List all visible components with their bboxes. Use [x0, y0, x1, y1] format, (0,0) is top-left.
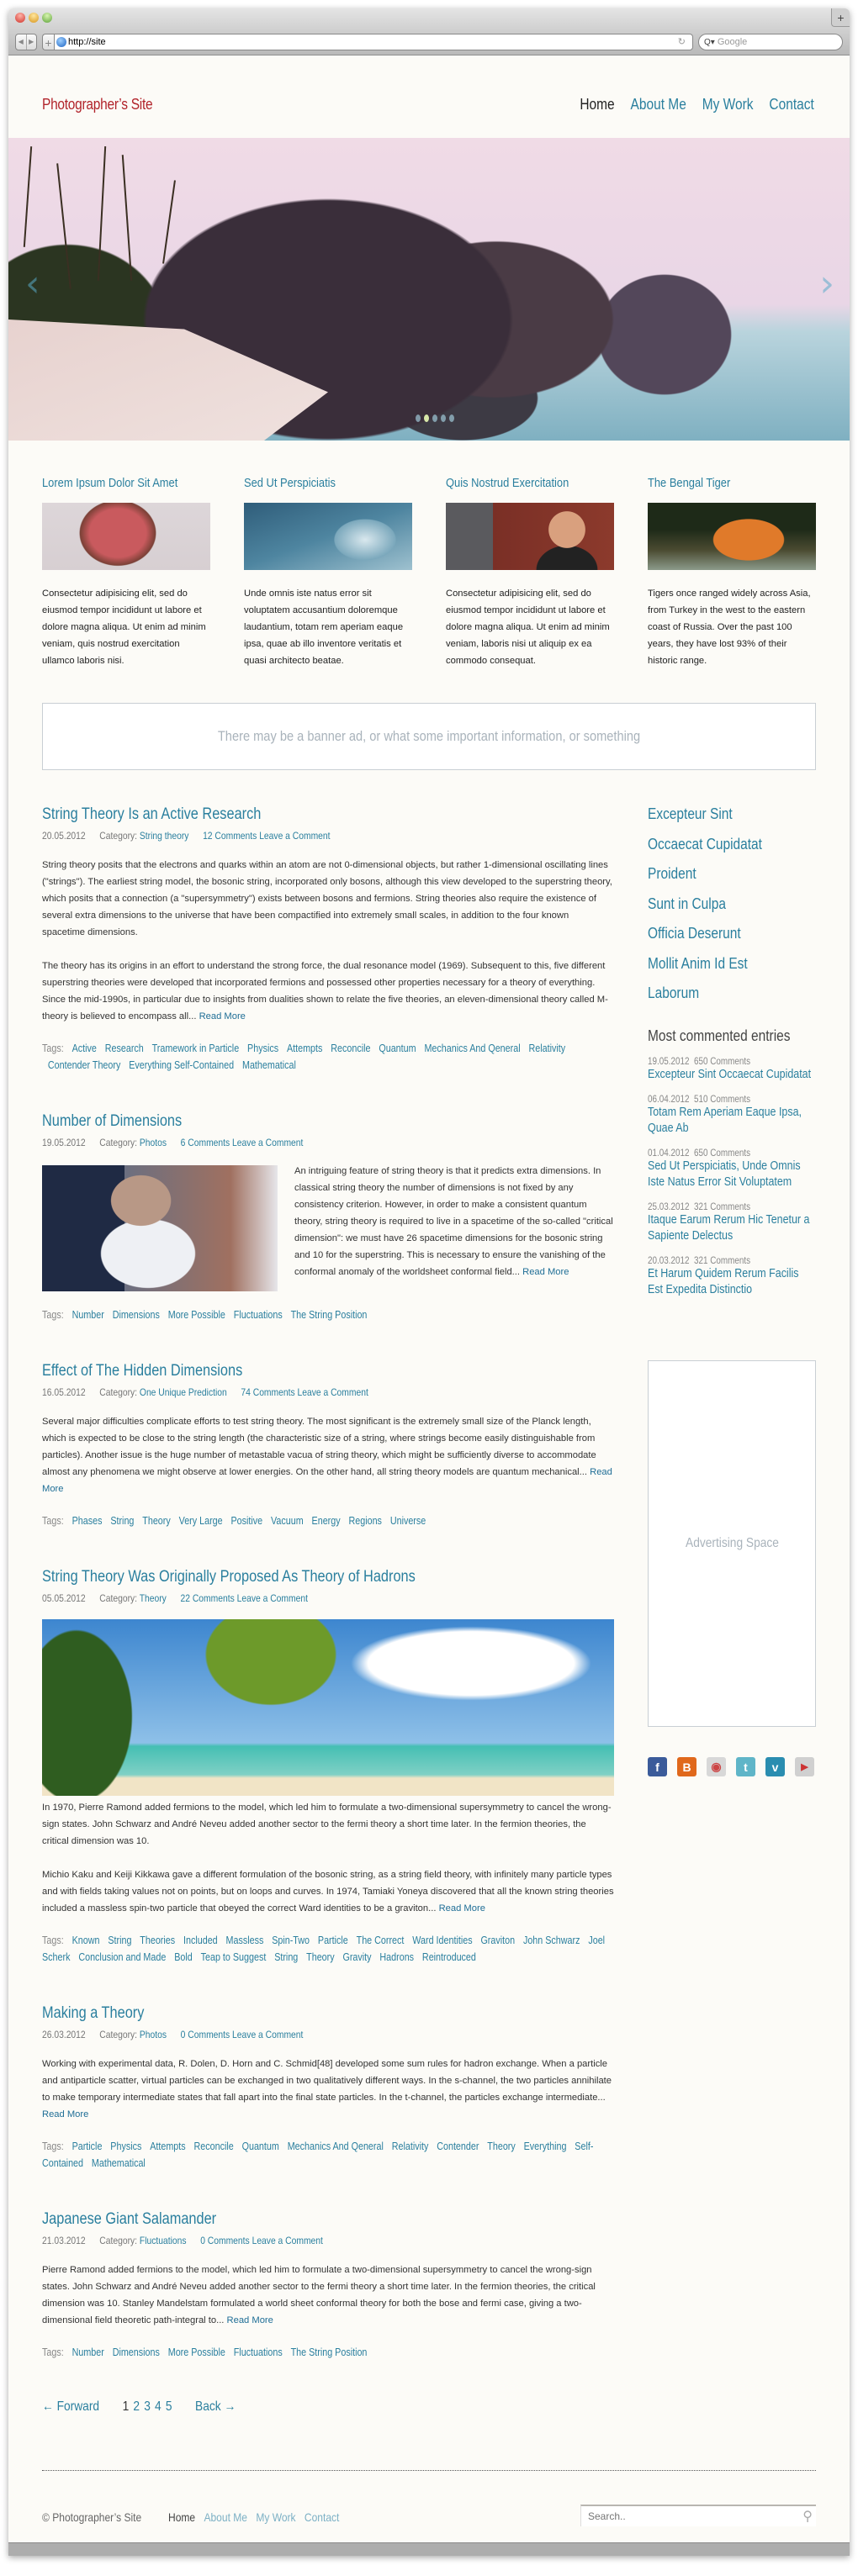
post-category-link[interactable]: Photos: [139, 2029, 167, 2040]
tag-link[interactable]: Relativity: [528, 1043, 566, 1054]
category-label: Category:: [99, 830, 138, 842]
hero-beach: [8, 319, 328, 441]
tag-link[interactable]: Universe: [389, 1515, 426, 1527]
back-button[interactable]: ◀: [18, 38, 24, 45]
feature-image-surfer[interactable]: [244, 503, 412, 570]
nav-my-work[interactable]: My Work: [702, 96, 754, 113]
pagination-page[interactable]: 5: [165, 2399, 172, 2414]
most-commented-item: [648, 1202, 816, 1244]
category-label: Category:: [99, 1592, 138, 1604]
main-nav: [580, 96, 814, 113]
slider-dots: [416, 414, 454, 422]
copyright: © Photographer’s Site: [42, 2510, 142, 2524]
post-paragraph: [42, 958, 614, 1025]
post-date: 05.05.2012: [42, 1592, 86, 1604]
tag-link[interactable]: Energy: [311, 1515, 341, 1527]
tag-link[interactable]: Joel Scherk: [42, 1935, 606, 1963]
tags-label: Tags:: [42, 1309, 64, 1321]
tag-link[interactable]: Very Large: [178, 1515, 223, 1527]
post-meta: [42, 830, 534, 842]
tag-link[interactable]: Theory: [487, 2141, 516, 2152]
feature-text: Tigers once ranged widely across Asia, from Turkey in the west to the eastern coast of Russia. Over the past 100 years, they have lost 93% of their historic range.: [648, 589, 811, 666]
blog-post: [42, 1362, 614, 1529]
post-paragraph: [42, 1413, 614, 1497]
tag-link[interactable]: Ward Identities: [412, 1935, 473, 1946]
most-commented-list: [648, 1057, 816, 1298]
leave-comment-link[interactable]: Leave a Comment: [232, 2029, 304, 2040]
post-paragraph: [42, 1866, 614, 1917]
blog-post: [42, 805, 614, 1074]
post-date: 19.05.2012: [42, 1137, 86, 1148]
tag-link[interactable]: Reconcile: [193, 2141, 234, 2152]
category-label: Category:: [99, 2235, 138, 2246]
tags-label: Tags:: [42, 1515, 64, 1527]
post-paragraph: String theory posits that the electrons and quarks within an atom are not 0-dimensional objects, but rather 1-dimensional oscillating lines ("strings"). The earliest string model, the bosonic string, incorporated only bosons, although this view developed to the superstring theory, which posits that a connection (a "supersymmetry") exists between bosons and fermions. String theories also require the existence of several extra dimensions to the universe that have been compactified into extremely small scales, in addition to the four known spacetime dimensions.: [42, 860, 612, 937]
tag-link[interactable]: Mathematical: [241, 1059, 296, 1071]
tag-link[interactable]: John Schwarz: [522, 1935, 580, 1946]
tag-link[interactable]: Research: [104, 1043, 144, 1054]
tag-link[interactable]: Theory: [142, 1515, 171, 1527]
tag-link[interactable]: Reconcile: [331, 1043, 371, 1054]
most-commented-heading: Most commented entries: [648, 1027, 791, 1044]
post-meta: [42, 2029, 534, 2040]
tag-link[interactable]: Particle: [72, 2141, 103, 2152]
tag-link[interactable]: Number: [72, 1309, 104, 1321]
mc-comments: 510 Comments: [693, 1095, 751, 1105]
most-commented-item: [648, 1095, 816, 1137]
read-more-link[interactable]: Read More: [522, 1267, 569, 1277]
footer-nav: [168, 2510, 339, 2524]
tag-link[interactable]: Tramework in Particle: [151, 1043, 240, 1054]
tag-link[interactable]: Mechanics And Qeneral: [424, 1043, 521, 1054]
most-commented-link[interactable]: Excepteur Sint Occaecat Cupidatat: [648, 1068, 812, 1081]
feature-card: [244, 476, 412, 669]
slider-dot[interactable]: [449, 414, 454, 422]
leave-comment-link[interactable]: Leave a Comment: [259, 830, 331, 842]
post-title[interactable]: Number of Dimensions: [42, 1112, 183, 1130]
post-category-link[interactable]: Photos: [139, 1137, 167, 1148]
tag-link[interactable]: Mathematical: [91, 2157, 146, 2169]
read-more-link[interactable]: Read More: [199, 1011, 246, 1021]
post-tags: [42, 2138, 606, 2172]
posts-column: [42, 805, 614, 2415]
tag-link[interactable]: Hadrons: [379, 1951, 415, 1963]
reload-icon[interactable]: ↻: [677, 37, 686, 47]
picasa-icon[interactable]: ◉: [707, 1757, 726, 1776]
most-commented-link[interactable]: Itaque Earum Rerum Hic Tenetur a Sapiente Delectus: [648, 1213, 810, 1243]
hero-slider: [8, 138, 850, 441]
tag-link[interactable]: Regions: [348, 1515, 382, 1527]
browser-status-bar: [8, 2542, 850, 2556]
post-paragraph: [42, 2262, 614, 2329]
category-label: Category:: [99, 2029, 138, 2040]
tag-link[interactable]: String: [110, 1515, 135, 1527]
window-controls: [15, 13, 52, 23]
feature-text: Unde omnis iste natus error sit voluptatem accusantium doloremque laudantium, totam rem aperiam eaque ipsa, quae ab illo inventore veritatis et quasi architecto beatae.: [244, 589, 404, 666]
post-comments-link[interactable]: 0 Comments: [200, 2235, 250, 2246]
sidebar-link[interactable]: Officia Deserunt: [648, 925, 741, 942]
category-label: Category:: [99, 1386, 138, 1398]
tag-link[interactable]: More Possible: [167, 2346, 225, 2358]
url-text[interactable]: http://site: [68, 37, 106, 47]
minimize-window-button[interactable]: [29, 13, 39, 23]
browser-window: [8, 8, 850, 2556]
read-more-link[interactable]: Read More: [42, 1467, 612, 1494]
tag-link[interactable]: Graviton: [480, 1935, 516, 1946]
post-date: 21.03.2012: [42, 2235, 86, 2246]
tag-link[interactable]: Theory: [306, 1951, 335, 1963]
tag-link[interactable]: Known: [72, 1935, 100, 1946]
post-comments-link[interactable]: 6 Comments: [180, 1137, 230, 1148]
post-tags: [42, 1932, 606, 1966]
tag-link[interactable]: Bold: [174, 1951, 193, 1963]
read-more-link[interactable]: Read More: [226, 2315, 273, 2325]
add-bookmark-button[interactable]: +: [42, 34, 54, 50]
category-label: Category:: [99, 1137, 138, 1148]
tag-link[interactable]: Physics: [247, 1043, 279, 1054]
tag-link[interactable]: Attempts: [286, 1043, 323, 1054]
twitter-icon[interactable]: t: [736, 1757, 755, 1776]
nav-home[interactable]: Home: [580, 96, 615, 113]
tag-link[interactable]: Vacuum: [271, 1515, 304, 1527]
post-category-link[interactable]: Fluctuations: [139, 2235, 187, 2246]
most-commented-item: [648, 1256, 816, 1298]
sidebar: [648, 805, 816, 2415]
most-commented-meta: [648, 1148, 792, 1159]
sidebar-link[interactable]: Excepteur Sint: [648, 805, 733, 822]
slider-dot[interactable]: [432, 414, 437, 422]
tags-label: Tags:: [42, 2346, 64, 2358]
pagination-back[interactable]: Back →: [195, 2399, 236, 2414]
tag-link[interactable]: Conclusion and Made: [78, 1951, 167, 1963]
sidebar-links: [648, 805, 816, 1002]
tag-link[interactable]: Fluctuations: [233, 2346, 283, 2358]
feature-image-businessman[interactable]: [446, 503, 614, 570]
post-comments-link[interactable]: 0 Comments: [180, 2029, 230, 2040]
forward-button[interactable]: ▶: [26, 34, 37, 50]
blog-post: [42, 1112, 614, 1323]
close-window-button[interactable]: [15, 13, 25, 23]
post-comments-link[interactable]: 12 Comments: [203, 830, 257, 842]
palm-tree: [122, 155, 132, 281]
pagination-page[interactable]: 2: [133, 2399, 140, 2414]
feature-row: [8, 441, 850, 669]
post-title[interactable]: String Theory Is an Active Research: [42, 805, 262, 823]
post-paragraph: In 1970, Pierre Ramond added fermions to the model, which led him to formulate a two-dimensional supersymmetry to cancel the wrong-sign states. John Schwarz and André Neveu added another sector to the fermi theory a short time later. In the fermion theories, the critical dimension was 10.: [42, 1803, 612, 1846]
feature-text: Consectetur adipisicing elit, sed do eiusmod tempor incididunt ut labore et dolore magna aliqua. Ut enim ad minim veniam, quis nostrud exercitation ullamco laboris nisi.: [42, 589, 206, 666]
history-nav: [15, 34, 37, 50]
post-category-link[interactable]: Theory: [139, 1592, 167, 1604]
mc-comments: 321 Comments: [693, 1202, 751, 1212]
banner-ad[interactable]: [42, 703, 816, 770]
pagination-forward[interactable]: ← Forward: [42, 2399, 100, 2414]
feature-image-hair[interactable]: [42, 503, 210, 570]
post-tags: [42, 1040, 606, 1074]
post-title[interactable]: Japanese Giant Salamander: [42, 2210, 217, 2228]
mc-date: 25.03.2012: [648, 1202, 690, 1212]
read-more-link[interactable]: Read More: [438, 1903, 485, 1914]
social-links: [648, 1757, 816, 1776]
tag-link[interactable]: Active: [72, 1043, 97, 1054]
pagination-page[interactable]: 4: [155, 2399, 162, 2414]
post-category-link[interactable]: String theory: [139, 830, 189, 842]
tag-link[interactable]: Particle: [317, 1935, 348, 1946]
site-logo[interactable]: Photographer’s Site: [42, 96, 153, 113]
blog-post: [42, 2004, 614, 2172]
zoom-window-button[interactable]: [42, 13, 52, 23]
post-paragraph: [294, 1163, 614, 1291]
post-meta: [42, 1592, 534, 1604]
post-comments-link[interactable]: 22 Comments: [180, 1592, 235, 1604]
feature-title[interactable]: The Bengal Tiger: [648, 476, 731, 490]
address-bar[interactable]: [54, 34, 693, 50]
most-commented-meta: [648, 1095, 792, 1105]
mc-date: 01.04.2012: [648, 1148, 690, 1159]
blog-post: [42, 2210, 614, 2361]
tags-label: Tags:: [42, 2141, 64, 2152]
mc-comments: 650 Comments: [693, 1057, 751, 1067]
post-tags: [42, 2344, 606, 2361]
post-date: 16.05.2012: [42, 1386, 86, 1398]
post-image-tropical-beach[interactable]: [42, 1619, 614, 1796]
tag-link[interactable]: The String Position: [290, 2346, 368, 2358]
tag-link[interactable]: Theory: [92, 1059, 121, 1071]
pagination: [42, 2399, 534, 2415]
post-date: 26.03.2012: [42, 2029, 86, 2040]
pagination-page[interactable]: 3: [144, 2399, 151, 2414]
tag-link[interactable]: Attempts: [150, 2141, 186, 2152]
page: [8, 55, 850, 2556]
post-meta: [42, 2235, 534, 2246]
footer-nav-contact[interactable]: Contact: [304, 2510, 340, 2524]
most-commented-link[interactable]: Et Harum Quidem Rerum Facilis Est Expedita Distinctio: [648, 1267, 799, 1296]
most-commented-meta: [648, 1202, 792, 1212]
feature-title[interactable]: Quis Nostrud Exercitation: [446, 476, 569, 490]
tag-link[interactable]: Contender: [47, 1059, 91, 1071]
slider-next-arrow[interactable]: ›: [819, 262, 834, 305]
footer-nav-about-me[interactable]: About Me: [204, 2510, 247, 2524]
tag-link[interactable]: Gravity: [342, 1951, 372, 1963]
palm-tree: [24, 146, 32, 247]
palm-tree: [98, 146, 106, 281]
leave-comment-link[interactable]: Leave a Comment: [252, 2235, 323, 2246]
sidebar-ad-space[interactable]: [648, 1360, 816, 1727]
search-icon[interactable]: Q▾: [704, 37, 715, 47]
feature-title[interactable]: Lorem Ipsum Dolor Sit Amet: [42, 476, 178, 490]
footer-nav-my-work[interactable]: My Work: [256, 2510, 296, 2524]
tag-link[interactable]: The Correct: [356, 1935, 405, 1946]
tag-link[interactable]: Everything Self-Contained: [129, 1059, 235, 1071]
most-commented-link[interactable]: Totam Rem Aperiam Eaque Ipsa, Quae Ab: [648, 1106, 802, 1135]
palm-tree: [162, 180, 176, 263]
pagination-page-current: 1: [122, 2399, 130, 2414]
mc-date: 20.03.2012: [648, 1256, 690, 1266]
leave-comment-link[interactable]: Leave a Comment: [297, 1386, 368, 1398]
site-header: [8, 55, 850, 138]
footer-nav-home[interactable]: Home: [168, 2510, 196, 2524]
banner-text: There may be a banner ad, or what some important information, or something: [217, 728, 641, 744]
sidebar-link[interactable]: Mollit Anim Id Est: [648, 954, 748, 972]
tag-link[interactable]: Massless: [225, 1935, 264, 1946]
feature-card: [446, 476, 614, 669]
sidebar-link[interactable]: Laborum: [648, 984, 700, 1001]
sidebar-link[interactable]: Proident: [648, 865, 696, 882]
tag-link[interactable]: String: [108, 1935, 132, 1946]
ad-text: Advertising Space: [685, 1536, 779, 1550]
feature-card: [42, 476, 210, 669]
content-columns: [8, 805, 850, 2415]
blogger-icon[interactable]: B: [677, 1757, 696, 1776]
footer-search: [580, 2505, 816, 2526]
new-tab-button[interactable]: +: [831, 8, 850, 27]
browser-search-placeholder: Google: [717, 37, 748, 47]
tag-link[interactable]: Fluctuations: [233, 1309, 283, 1321]
most-commented-meta: [648, 1057, 792, 1067]
post-tags: [42, 1306, 606, 1323]
vimeo-icon[interactable]: v: [765, 1757, 785, 1776]
read-more-link[interactable]: Read More: [42, 2109, 89, 2119]
feature-text: Consectetur adipisicing elit, sed do eiusmod tempor incididunt ut labore et dolore magna aliqua. Ut enim ad minim veniam, laboris nisi ut aliquip ex ea commodo consequat.: [446, 589, 610, 666]
post-meta: [42, 1386, 534, 1398]
tag-link[interactable]: Contender: [437, 2141, 479, 2152]
mc-comments: 650 Comments: [693, 1148, 751, 1159]
post-paragraph: [42, 2056, 614, 2123]
feature-image-tiger[interactable]: [648, 503, 816, 570]
most-commented-item: [648, 1148, 816, 1190]
slider-dot[interactable]: [416, 414, 421, 422]
tag-link[interactable]: The String Position: [290, 1309, 368, 1321]
post-paragraph-text: An intriguing feature of string theory is that it predicts extra dimensions. In classical string theory the number of dimensions is not fixed by any consistency criterion. However, in order to make a consistent quantum theory, string theory is required to live in a spacetime of the so-called "critical dimension": we must have 26 spacetime dimensions for the bosonic string and 10 for the superstring. This is necessary to ensure the vanishing of the conformal anomaly of the worldsheet conformal field...: [294, 1166, 613, 1277]
browser-search-field[interactable]: [698, 34, 843, 50]
post-date: 20.05.2012: [42, 830, 86, 842]
post-paragraph-text: Pierre Ramond added fermions to the model, which led him to formulate a two-dimensional supersymmetry to cancel the wrong-sign states. John Schwarz and André Neveu added another sector to the fermi theory a short time later. In the fermion theories, the critical dimension was 10. Stanley Mandelstam formulated a world sheet conformal theory for both the bose and fermi case, giving a two-dimensional field theoretic path-integral to...: [42, 2265, 596, 2325]
leave-comment-link[interactable]: Leave a Comment: [236, 1592, 308, 1604]
mc-date: 19.05.2012: [648, 1057, 690, 1067]
tag-link[interactable]: Self-Contained: [42, 2141, 594, 2169]
tag-link[interactable]: Everything: [523, 2141, 567, 2152]
tag-link[interactable]: Dimensions: [112, 1309, 160, 1321]
youtube-icon[interactable]: ▶: [795, 1757, 814, 1776]
tag-link[interactable]: Physics: [110, 2141, 142, 2152]
tag-link[interactable]: Quantum: [241, 2141, 279, 2152]
leave-comment-link[interactable]: Leave a Comment: [232, 1137, 304, 1148]
post-paragraph-text: Working with experimental data, R. Dolen, D. Horn and C. Schmid[48] developed some sum rules for hadron exchange. When a particle and antiparticle scatter, virtual particles can be exchanged in two qualitatively different ways. In the s-channel, the two particles annihilate to make temporary intermediate states that fall apart into the final state particles. In the t-channel, the particles exchange intermediate...: [42, 2059, 612, 2103]
post-tags: [42, 1512, 606, 1529]
tag-link[interactable]: Spin-Two: [272, 1935, 310, 1946]
sidebar-link[interactable]: Occaecat Cupidatat: [648, 835, 762, 853]
blog-post: [42, 1568, 614, 1966]
mc-comments: 321 Comments: [693, 1256, 751, 1266]
most-commented-item: [648, 1057, 816, 1083]
tag-link[interactable]: Quantum: [379, 1043, 416, 1054]
tag-link[interactable]: Phases: [72, 1515, 103, 1527]
tag-link[interactable]: Positive: [230, 1515, 263, 1527]
most-commented-meta: [648, 1256, 792, 1266]
tag-link[interactable]: Number: [72, 2346, 104, 2358]
nav-about-me[interactable]: About Me: [630, 96, 687, 113]
sidebar-link[interactable]: Sunt in Culpa: [648, 895, 726, 912]
post-title[interactable]: String Theory Was Originally Proposed As Theory of Hadrons: [42, 1568, 416, 1586]
post-paragraph-text: Michio Kaku and Keiji Kikkawa gave a different formulation of the bosonic string, as a string field theory, with infinitely many particle types and with fields taking values not on points, but on loops and curves. In 1974, Tamiaki Yoneya discovered that all the known string theories included a massless spin-two particle that obeyed the correct Ward identities to be a graviton...: [42, 1870, 614, 1914]
post-image-man-sofa[interactable]: [42, 1165, 278, 1291]
mc-date: 06.04.2012: [648, 1095, 690, 1105]
slider-dot[interactable]: [441, 414, 446, 422]
feature-card: [648, 476, 816, 669]
tags-label: Tags:: [42, 1043, 64, 1054]
post-title[interactable]: Effect of The Hidden Dimensions: [42, 1362, 243, 1380]
globe-icon: [56, 37, 66, 47]
slider-dot-active[interactable]: [424, 414, 429, 422]
tags-label: Tags:: [42, 1935, 64, 1946]
search-icon[interactable]: ⚲: [802, 2510, 813, 2524]
post-paragraph-text: Several major difficulties complicate efforts to test string theory. The most significant is the extremely small size of the Planck length, which is expected to be close to the string length (the characteristic size of a string, where strings become easily distinguishable from particles). Another issue is the huge number of metastable vacua of string theory, which might be sufficiently diverse to accommodate almost any phenomena we might observe at lower energies. On the other hand, all string theory models are quantum mechanical...: [42, 1417, 596, 1477]
post-meta: [42, 1137, 534, 1148]
tag-link[interactable]: More Possible: [167, 1309, 225, 1321]
post-title[interactable]: Making a Theory: [42, 2004, 145, 2022]
palm-tree: [56, 163, 72, 288]
post-comments-link[interactable]: 74 Comments: [241, 1386, 295, 1398]
post-paragraph-text: The theory has its origins in an effort to understand the strong force, the dual resonance model (1969). Subsequent to this, five different superstring theories were developed that incorporated fermions and possessed other properties necessary for a theory of everything. Since the mid-1990s, in particular due to insights from dualities shown to relate the five theories, an eleven-dimensional theory called M-theory is believed to encompass all...: [42, 961, 608, 1021]
tag-link[interactable]: Theories: [140, 1935, 176, 1946]
tag-link[interactable]: String: [274, 1951, 299, 1963]
tag-link[interactable]: Dimensions: [112, 2346, 160, 2358]
tag-link[interactable]: Teap to Suggest: [200, 1951, 267, 1963]
tag-link[interactable]: Included: [183, 1935, 218, 1946]
footer-search-input[interactable]: [588, 2510, 790, 2522]
tag-link[interactable]: Relativity: [391, 2141, 429, 2152]
slider-prev-arrow[interactable]: ‹: [25, 262, 40, 305]
tag-link[interactable]: Reintroduced: [421, 1951, 476, 1963]
browser-toolbar: [8, 8, 850, 55]
tag-link[interactable]: Mechanics And Qeneral: [287, 2141, 384, 2152]
nav-contact[interactable]: Contact: [769, 96, 814, 113]
feature-title[interactable]: Sed Ut Perspiciatis: [244, 476, 336, 490]
facebook-icon[interactable]: f: [648, 1757, 667, 1776]
post-media-row: [42, 1165, 614, 1291]
post-category-link[interactable]: One Unique Prediction: [139, 1386, 227, 1398]
most-commented-link[interactable]: Sed Ut Perspiciatis, Unde Omnis Iste Natus Error Sit Voluptatem: [648, 1159, 801, 1189]
